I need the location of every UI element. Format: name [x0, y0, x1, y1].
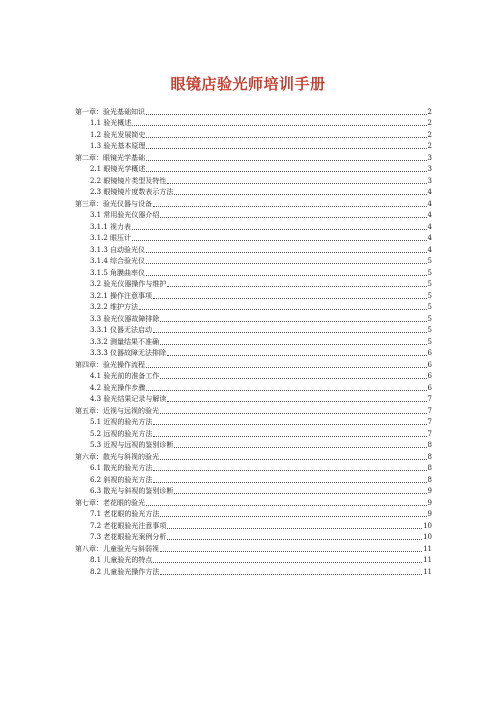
toc-dot-leader	[146, 389, 426, 391]
toc-dot-leader	[132, 239, 426, 241]
toc-dot-leader	[160, 412, 427, 414]
toc-entry-title: 8.1 儿童验光的特点	[90, 556, 153, 564]
toc-page-number: 10	[423, 521, 432, 530]
toc-entry-title: 3.1 常用验光仪器介绍	[90, 211, 160, 219]
toc-dot-leader	[167, 182, 426, 184]
toc-page-number: 4	[427, 245, 432, 254]
toc-dot-leader	[160, 377, 426, 379]
toc-entry[interactable]	[75, 140, 432, 152]
toc-entry[interactable]	[75, 278, 432, 290]
toc-entry[interactable]	[75, 289, 432, 301]
toc-page-number: 9	[427, 498, 432, 507]
toc-entry[interactable]	[75, 462, 432, 474]
toc-entry-title: 1.3 验光基本原理	[90, 142, 146, 150]
toc-page-number: 4	[427, 222, 432, 231]
toc-entry-title: 7.3 老花眼验光案例分析	[90, 533, 167, 541]
toc-entry-title: 第一章：验光基础知识	[75, 107, 145, 116]
toc-entry[interactable]	[75, 508, 432, 520]
toc-entry[interactable]	[75, 335, 432, 347]
toc-entry-title: 3.1.3 自动验光仪	[90, 245, 146, 254]
toc-page-number: 3	[427, 176, 432, 185]
toc-entry-title: 3.1.4 综合验光仪	[90, 257, 146, 265]
toc-entry[interactable]	[75, 427, 432, 439]
toc-entry[interactable]	[75, 554, 432, 566]
toc-page-number: 8	[427, 464, 432, 472]
toc-entry[interactable]	[75, 243, 432, 255]
toc-entry[interactable]	[75, 186, 432, 198]
toc-dot-leader	[174, 193, 426, 195]
toc-entry-title: 6.1 散光的验光方法	[90, 464, 153, 472]
toc-dot-leader	[160, 343, 426, 345]
toc-entry-title: 第四章：验光操作流程	[75, 360, 145, 369]
toc-page-number: 6	[427, 372, 432, 380]
toc-page-number: 6	[427, 383, 432, 392]
toc-entry[interactable]	[75, 209, 432, 221]
toc-entry[interactable]	[75, 519, 432, 531]
toc-entry[interactable]	[75, 324, 432, 336]
toc-entry[interactable]	[75, 151, 432, 163]
toc-dot-leader	[146, 147, 426, 149]
toc-page-number: 7	[427, 406, 432, 415]
toc-page-number: 8	[427, 452, 432, 461]
toc-entry[interactable]	[75, 370, 432, 382]
toc-entry[interactable]	[75, 439, 432, 451]
toc-dot-leader	[160, 573, 422, 575]
table-of-contents	[75, 105, 432, 577]
toc-entry[interactable]	[75, 485, 432, 497]
toc-dot-leader	[153, 435, 426, 437]
toc-page-number: 8	[427, 475, 432, 484]
toc-dot-leader	[153, 205, 427, 207]
toc-dot-leader	[139, 308, 426, 310]
toc-dot-leader	[146, 274, 426, 276]
toc-dot-leader	[146, 159, 427, 161]
toc-entry-title: 5.2 远视的验光方法	[90, 429, 153, 438]
toc-page-number: 5	[427, 280, 432, 288]
toc-page-number: 3	[427, 165, 432, 173]
toc-dot-leader	[146, 251, 426, 253]
toc-dot-leader	[160, 458, 427, 460]
toc-page-number: 4	[427, 211, 432, 219]
toc-dot-leader	[146, 113, 427, 115]
toc-entry[interactable]	[75, 358, 432, 370]
toc-page-number: 3	[427, 153, 432, 162]
toc-entry-title: 5.1 近视的验光方法	[90, 418, 153, 426]
toc-page-number: 5	[427, 303, 432, 311]
toc-page-number: 10	[423, 533, 432, 541]
toc-entry-title: 3.3 验光仪器故障排除	[90, 314, 160, 323]
toc-dot-leader	[167, 400, 426, 402]
toc-entry-title: 3.1.1 视力表	[90, 222, 132, 231]
toc-page-number: 11	[423, 544, 432, 553]
toc-entry-title: 2.2 眼镜镜片类型及特性	[90, 176, 167, 185]
toc-page-number: 5	[427, 337, 432, 346]
toc-entry-title: 3.1.2 眼压计	[90, 234, 132, 242]
toc-entry-title: 4.3 验光结果记录与解读	[90, 395, 167, 403]
toc-page-number: 9	[427, 487, 432, 495]
toc-entry-title: 3.2.2 维护方法	[90, 303, 139, 311]
toc-page-number: 11	[423, 556, 432, 564]
toc-dot-leader	[174, 446, 426, 448]
toc-page-number: 11	[423, 567, 432, 576]
toc-entry[interactable]	[75, 381, 432, 393]
toc-page-number: 2	[427, 107, 432, 116]
toc-entry-title: 3.2 验光仪器操作与维护	[90, 280, 167, 288]
toc-entry-title: 6.3 散光与斜视的鉴别诊断	[90, 487, 174, 495]
toc-dot-leader	[153, 561, 422, 563]
toc-entry-title: 第六章：散光与斜视的验光	[75, 452, 159, 461]
toc-entry-title: 第三章：验光仪器与设备	[75, 199, 152, 208]
toc-entry[interactable]	[75, 232, 432, 244]
toc-dot-leader	[146, 136, 426, 138]
toc-dot-leader	[160, 216, 426, 218]
toc-entry-title: 4.1 验光前的准备工作	[90, 372, 160, 380]
toc-dot-leader	[146, 170, 426, 172]
toc-entry-title: 4.2 验光操作步骤	[90, 383, 146, 392]
toc-entry[interactable]	[75, 347, 432, 359]
toc-dot-leader	[167, 354, 426, 356]
toc-entry[interactable]	[75, 266, 432, 278]
toc-entry[interactable]	[75, 404, 432, 416]
toc-entry[interactable]	[75, 416, 432, 428]
toc-entry-title: 1.2 验光发展简史	[90, 130, 146, 139]
toc-page-number: 9	[427, 510, 432, 518]
toc-page-number: 2	[427, 130, 432, 139]
toc-page-number: 2	[427, 142, 432, 150]
toc-entry-title: 3.3.2 测量结果不准确	[90, 337, 160, 346]
toc-dot-leader	[167, 538, 422, 540]
toc-entry[interactable]	[75, 312, 432, 324]
toc-dot-leader	[153, 297, 426, 299]
toc-page-number: 7	[427, 418, 432, 426]
toc-dot-leader	[146, 504, 427, 506]
toc-dot-leader	[132, 228, 426, 230]
toc-entry-title: 第五章：近视与远视的验光	[75, 406, 159, 415]
toc-entry[interactable]	[75, 105, 432, 117]
toc-entry-title: 7.2 老花眼验光注意事项	[90, 521, 167, 530]
toc-page-number: 6	[427, 349, 432, 357]
toc-entry-title: 2.1 眼镜光学概述	[90, 165, 146, 173]
toc-dot-leader	[160, 515, 426, 517]
toc-dot-leader	[160, 550, 422, 552]
toc-entry[interactable]	[75, 542, 432, 554]
toc-entry-title: 5.3 近视与远视的鉴别诊断	[90, 441, 174, 449]
toc-page-number: 4	[427, 234, 432, 242]
toc-page-number: 5	[427, 291, 432, 300]
toc-entry[interactable]	[75, 473, 432, 485]
toc-entry[interactable]	[75, 531, 432, 543]
toc-entry[interactable]	[75, 174, 432, 186]
toc-dot-leader	[153, 331, 426, 333]
toc-page-number: 7	[427, 395, 432, 403]
toc-dot-leader	[132, 124, 426, 126]
toc-entry[interactable]	[75, 565, 432, 577]
toc-entry[interactable]	[75, 301, 432, 313]
toc-page-number: 5	[427, 314, 432, 323]
toc-page-number: 8	[427, 441, 432, 449]
toc-dot-leader	[167, 527, 422, 529]
toc-dot-leader	[153, 481, 426, 483]
toc-page-number: 5	[427, 257, 432, 265]
toc-entry[interactable]	[75, 197, 432, 209]
toc-entry[interactable]	[75, 220, 432, 232]
toc-entry[interactable]	[75, 163, 432, 175]
toc-entry-title: 第二章：眼镜光学基础	[75, 153, 145, 162]
toc-entry[interactable]	[75, 117, 432, 129]
toc-dot-leader	[174, 492, 426, 494]
toc-dot-leader	[146, 262, 426, 264]
toc-entry[interactable]	[75, 128, 432, 140]
toc-entry-title: 8.2 儿童验光操作方法	[90, 567, 160, 576]
toc-entry-title: 第八章：儿童验光与斜弱视	[75, 544, 159, 553]
toc-entry-title: 2.3 眼镜镜片度数表示方法	[90, 188, 174, 196]
toc-entry-title: 6.2 斜视的验光方法	[90, 475, 153, 484]
toc-entry-title: 7.1 老花眼的验光方法	[90, 510, 160, 518]
toc-page-number: 5	[427, 268, 432, 277]
toc-page-number: 7	[427, 429, 432, 438]
toc-entry-title: 3.3.3 仪器故障无法排除	[90, 349, 167, 357]
toc-entry-title: 3.1.5 角膜曲率仪	[90, 268, 146, 277]
toc-dot-leader	[160, 320, 426, 322]
toc-entry-title: 3.3.1 仪器无法启动	[90, 326, 153, 334]
toc-page-number: 4	[427, 188, 432, 196]
toc-entry-title: 3.2.1 操作注意事项	[90, 291, 153, 300]
toc-entry[interactable]	[75, 255, 432, 267]
toc-page-number: 2	[427, 119, 432, 127]
toc-page-number: 5	[427, 326, 432, 334]
toc-page-number: 4	[427, 199, 432, 208]
toc-entry-title: 第七章：老花眼的验光	[75, 498, 145, 507]
toc-entry[interactable]	[75, 450, 432, 462]
toc-entry-title: 1.1 验光概述	[90, 119, 132, 127]
toc-dot-leader	[153, 469, 426, 471]
document-title: 眼镜店验光师培训手册	[170, 75, 326, 93]
toc-dot-leader	[146, 366, 427, 368]
toc-dot-leader	[167, 285, 426, 287]
toc-page-number: 6	[427, 360, 432, 369]
toc-entry[interactable]	[75, 393, 432, 405]
toc-entry[interactable]	[75, 496, 432, 508]
toc-dot-leader	[153, 423, 426, 425]
